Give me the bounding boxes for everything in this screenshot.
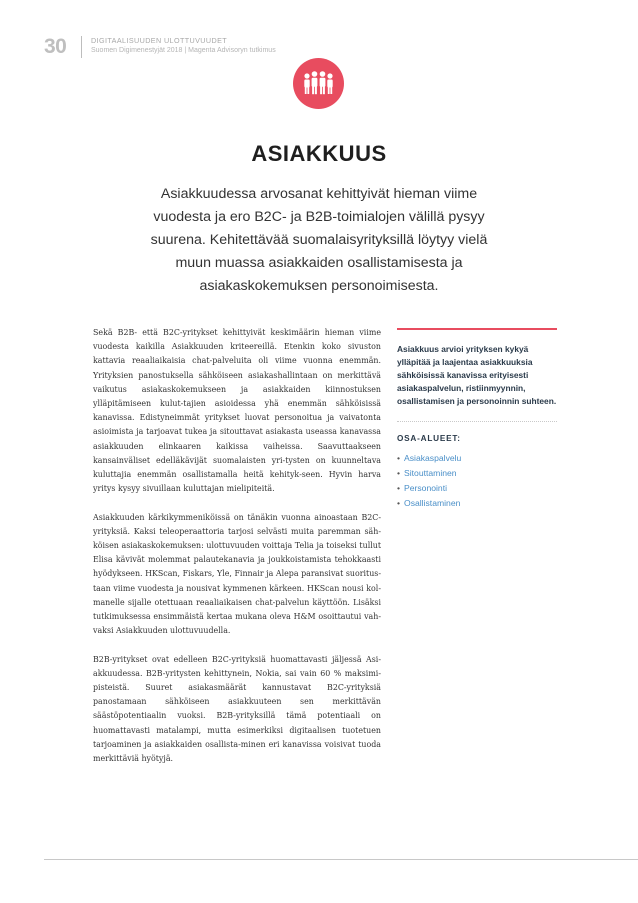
sidebar-dotted-divider [397, 421, 557, 422]
footer-rule [44, 859, 638, 860]
bullet-icon: • [397, 467, 401, 478]
list-item-label: Sitouttaminen [404, 467, 457, 478]
sidebar-subheading: OSA-ALUEET: [397, 433, 461, 443]
sidebar-box [397, 328, 557, 511]
list-item[interactable] [397, 496, 557, 511]
list-item-label: Personointi [404, 482, 448, 493]
header-subtitle: Suomen Digimenestyjät 2018 | Magenta Advisoryn tutkimus [91, 47, 276, 54]
header-text [91, 36, 276, 56]
people-group-icon [293, 58, 344, 109]
list-item[interactable] [397, 481, 557, 496]
lead-paragraph: Asiakkuudessa arvosanat kehittyivät hieman viime vuodesta ja ero B2C- ja B2B-toimialojen välillä pysyy suurena. Kehitettävää suomalaisyrityksillä löytyy vielä muun muassa asiakkaiden osallistamisesta ja asiakaskokemuksen personoimisesta. [150, 186, 488, 294]
sidebar-list [397, 451, 557, 511]
bullet-icon: • [397, 497, 401, 508]
page-number: 30 [44, 35, 67, 58]
list-item-label: Asiakaspalvelu [404, 452, 462, 463]
list-item[interactable] [397, 451, 557, 466]
list-item[interactable] [397, 466, 557, 481]
sidebar-lead: Asiakkuus arvioi yrityksen kykyä ylläpitää ja laajentaa asiakkuuksia sähköisissä kanavissa erityisesti asiakaspalvelun, ristiinmyynnin, osallistamisen ja personoinnin suhteen. [397, 343, 557, 406]
sidebar-accent-rule [397, 328, 557, 330]
body-paragraph: Asiakkuuden kärkikymmeniköissä on tänäkin vuonna ainoastaan B2C-yrityksiä. Kaksi teleoperaattoria tarjosi selvästi muita paremman säh-köisen asiakaskokemuksen: ulottuvuuden voittaja Telia ja toiseksi tullut Elisa kävivät molemmat palautekanavia ja joukkoistamista tehokkaasti hyödykseen. HKScan, Fiskars, Yle, Finnair ja Alepa paransivat suoritus-taan viime vuodesta ja nousivat kymmenen kärkeen. HKScan nousi kol-manelle sijalle otettuaan reaaliaikaisen chat-palvelun käyttöön. Lisäksi tutkimuksessa ensimmäistä kertaa mukana oleva H&M osoittautui vah-vaksi Asiakkuuden ulottuvuudella. [93, 512, 381, 636]
body-text-column [93, 326, 381, 780]
body-paragraph: B2B-yritykset ovat edelleen B2C-yrityksiä huomattavasti jäljessä Asi-akkuudessa. B2B-yritysten kehittynein, Nokia, sai vain 60 % maksimi-pisteistä. Suuret asiakasmäärät kannustavat B2C-yrityksiä panostamaan sähköiseen asiakkuuteen sen merkittävän säästöpotentiaalin vuoksi. B2B-yrityksillä tämä potentiaali on huomattavasti matalampi, mutta esimerkiksi digitaalisen tuotetuen tarjoaminen ja asiakkaiden osallista-minen eri kanavissa voisivat tuoda merkittäviä hyötyjä. [93, 654, 381, 764]
list-item-label: Osallistaminen [404, 497, 461, 508]
body-paragraph: Sekä B2B- että B2C-yritykset kehittyivät keskimäärin hieman viime vuodesta kaikilla Asiakkuuden kriteereillä. Etenkin koko sivuston kattavia reaaliaikaisia chat-palveluita oli viime vuonna enemmän. Yrityksien panostuksella sähköiseen asiakashallintaan on merkittävä vaikutus asiakaskokemukseen ja asiakkaiden kiinnostuksen ylläpitämiseen kulut-tajien asioidessa yhä enemmän sähköisissä kanavissa. Edistyneimmät yritykset luovat personoitua ja vaivatonta asioimista ja tarjoavat tukea ja sitouttavat asiakasta useassa kanavassa asiakkuuden elinkaaren kaikissa vaiheissa. Saavuttaakseen kansainväliset edelläkävijät suomalaisten yri-tysten on kuunneltava kuluttajia enemmän osallistamalla heitä kehityk-seen. Hyvin harva yritys kysyy sivuillaan kuluttajan mielipiteitä. [93, 328, 381, 494]
bullet-icon: • [397, 482, 401, 493]
bullet-icon: • [397, 452, 401, 463]
header-section-title: DIGITAALISUUDEN ULOTTUVUUDET [91, 36, 228, 45]
header-divider [81, 36, 82, 58]
section-title: ASIAKKUUS [251, 141, 387, 166]
